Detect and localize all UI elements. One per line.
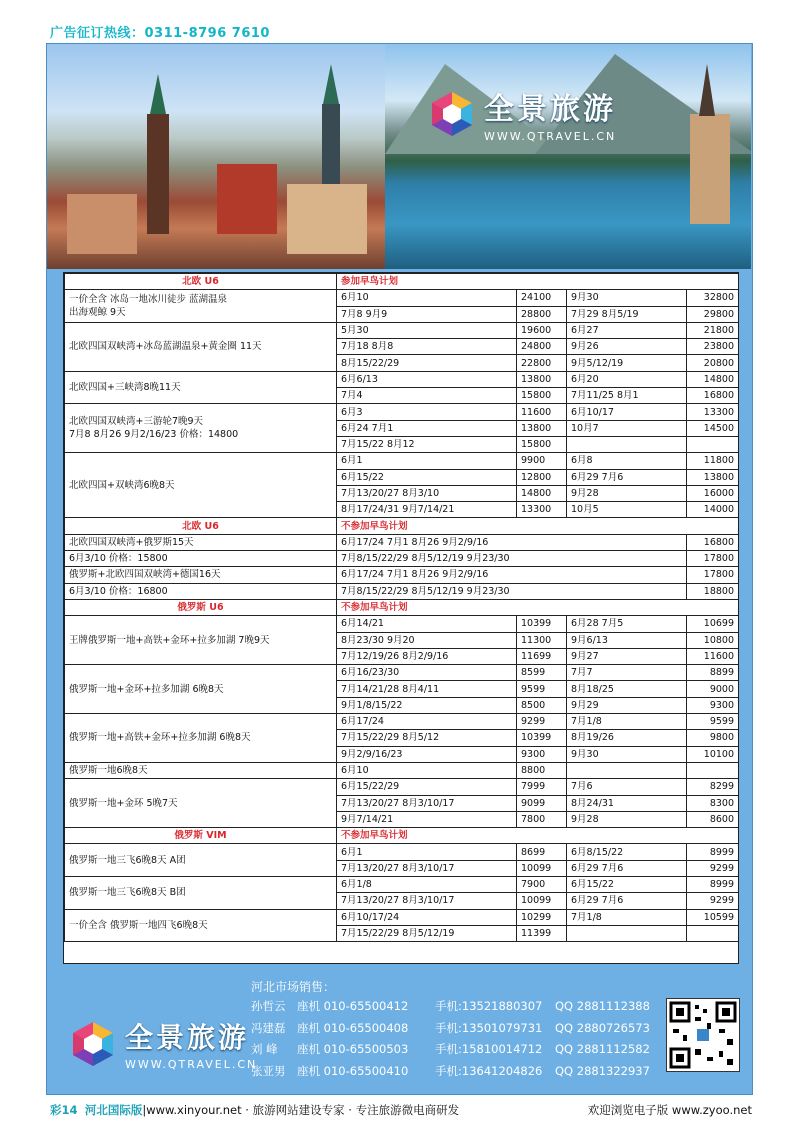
date-cell: 6月28 7月5 (567, 616, 687, 632)
route-cell (65, 453, 337, 518)
table-row (65, 583, 739, 599)
price-cell: 24100 (517, 290, 567, 306)
price-cell: 10599 (687, 909, 739, 925)
table-row (65, 404, 739, 420)
date-cell: 7月14/21/28 8月4/11 (337, 681, 517, 697)
price-cell: 17800 (687, 567, 739, 583)
brand-logo-bottom (69, 1016, 257, 1071)
date-cell: 6月15/22 (567, 876, 687, 892)
price-cell: 10699 (687, 616, 739, 632)
price-cell (687, 762, 739, 778)
route-cell (65, 876, 337, 909)
price-cell: 8800 (517, 762, 567, 778)
route-line: 俄罗斯一地+金环+拉多加湖 6晚8天 (69, 683, 224, 695)
date-cell: 7月15/22/29 8月5/12 (337, 730, 517, 746)
price-cell: 14000 (687, 502, 739, 518)
date-cell: 6月1 (337, 844, 517, 860)
date-cell: 7月1/8 (567, 714, 687, 730)
date-cell: 9月2/9/16/23 (337, 746, 517, 762)
route-cell (65, 322, 337, 371)
contact-row (251, 1020, 665, 1036)
price-cell: 11699 (517, 648, 567, 664)
date-cell: 7月13/20/27 8月3/10/17 (337, 893, 517, 909)
table-row (65, 844, 739, 860)
price-cell: 17800 (687, 551, 739, 567)
route-line: 出海观鲸 9天 (69, 307, 126, 319)
brand-name-bottom: 全景旅游 (125, 1021, 250, 1054)
date-cell: 6月1/8 (337, 876, 517, 892)
date-cell: 7月8 9月9 (337, 306, 517, 322)
price-cell: 9099 (517, 795, 567, 811)
price-cell: 9300 (517, 746, 567, 762)
price-cell: 9599 (517, 681, 567, 697)
contact-name: 刘 峰 (251, 1042, 278, 1056)
price-cell: 13800 (517, 420, 567, 436)
date-cell: 9月30 (567, 290, 687, 306)
date-cell: 9月27 (567, 648, 687, 664)
price-cell: 11600 (517, 404, 567, 420)
route-line: 王牌俄罗斯一地+高铁+金环+拉多加湖 7晚9天 (69, 634, 270, 646)
date-cell: 7月15/22 8月12 (337, 436, 517, 452)
price-cell: 13300 (687, 404, 739, 420)
price-cell: 10299 (517, 909, 567, 925)
section-title: 北欧 U6 (65, 274, 337, 290)
price-cell: 8999 (687, 876, 739, 892)
price-cell: 8899 (687, 665, 739, 681)
price-cell: 10399 (517, 730, 567, 746)
price-cell: 22800 (517, 355, 567, 371)
contact-name: 张亚男 (251, 1064, 286, 1078)
route-cell (65, 290, 337, 323)
date-cell: 6月16/23/30 (337, 665, 517, 681)
price-cell: 15800 (517, 436, 567, 452)
price-cell: 8299 (687, 779, 739, 795)
table-row (65, 714, 739, 730)
price-cell: 8600 (687, 811, 739, 827)
date-cell: 5月30 (337, 322, 517, 338)
price-cell: 15800 (517, 388, 567, 404)
price-cell (687, 925, 739, 941)
date-cell: 7月11/25 8月1 (567, 388, 687, 404)
route-cell (65, 909, 337, 942)
date-cell: 10月5 (567, 502, 687, 518)
date-cell: 9月7/14/21 (337, 811, 517, 827)
price-cell: 14800 (687, 371, 739, 387)
section-plan: 不参加早鸟计划 (337, 828, 739, 844)
contact-mobile[interactable]: 手机:13641204826 (435, 1064, 543, 1078)
table-row (65, 616, 739, 632)
price-cell: 7900 (517, 876, 567, 892)
route-line: 一价全含 冰岛一地冰川徒步 蓝湖温泉 (69, 294, 228, 306)
section-header-row (65, 274, 739, 290)
date-cell: 6月10/17/24 (337, 909, 517, 925)
table-row (65, 551, 739, 567)
date-cell: 8月19/26 (567, 730, 687, 746)
contact-tel[interactable]: 座机 010-65500408 (297, 1021, 409, 1035)
price-cell: 23800 (687, 339, 739, 355)
footer-page: 彩14 (50, 1103, 78, 1117)
route-line: 北欧四国+三峡湾8晚11天 (69, 382, 181, 394)
price-cell: 8699 (517, 844, 567, 860)
price-cell: 7999 (517, 779, 567, 795)
price-cell: 9599 (687, 714, 739, 730)
table-row (65, 665, 739, 681)
price-cell: 18800 (687, 583, 739, 599)
date-cell: 7月7 (567, 665, 687, 681)
price-cell: 7800 (517, 811, 567, 827)
date-cell: 7月13/20/27 8月3/10/17 (337, 860, 517, 876)
section-plan: 不参加早鸟计划 (337, 518, 739, 534)
date-cell: 9月6/13 (567, 632, 687, 648)
route-line: 一价全含 俄罗斯一地四飞6晚8天 (69, 919, 208, 931)
itinerary-table (63, 272, 739, 964)
date-cell: 7月6 (567, 779, 687, 795)
footer-left (50, 1102, 459, 1118)
route-line: 俄罗斯一地6晚8天 (69, 765, 148, 777)
date-cell: 6月8 (567, 453, 687, 469)
table-row (65, 762, 739, 778)
route-line: 北欧四国+双峡湾6晚8天 (69, 479, 175, 491)
route-line: 俄罗斯一地三飞6晚8天 B团 (69, 887, 186, 899)
contact-tel[interactable]: 座机 010-65500412 (297, 999, 409, 1013)
sales-info (63, 968, 751, 1093)
table-row (65, 779, 739, 795)
price-cell: 8999 (687, 844, 739, 860)
contact-qq[interactable]: QQ 2881112582 (555, 1042, 650, 1056)
price-cell: 19600 (517, 322, 567, 338)
section-plan: 不参加早鸟计划 (337, 599, 739, 615)
route-cell (65, 616, 337, 665)
route-line: 6月3/10 价格：16800 (65, 583, 337, 599)
table-row (65, 371, 739, 387)
date-cell: 9月1/8/15/22 (337, 697, 517, 713)
contact-qq[interactable]: QQ 2881112388 (555, 999, 650, 1013)
section-plan: 参加早鸟计划 (337, 274, 739, 290)
date-cell: 6月17/24 (337, 714, 517, 730)
lake-photo (385, 44, 751, 269)
contact-qq[interactable]: QQ 2880726573 (555, 1021, 650, 1035)
route-line: 6月3/10 价格：15800 (65, 551, 337, 567)
section-title: 俄罗斯 U6 (65, 599, 337, 615)
date-cell: 7月18 8月8 (337, 339, 517, 355)
footer-right[interactable]: 欢迎浏览电子版 www.zyoo.net (587, 1103, 752, 1117)
date-cell: 6月14/21 (337, 616, 517, 632)
date-cell: 6月29 7月6 (567, 893, 687, 909)
date-cell: 9月26 (567, 339, 687, 355)
contact-qq[interactable]: QQ 2881322937 (555, 1064, 650, 1078)
date-cell: 7月13/20/27 8月3/10/17 (337, 795, 517, 811)
price-cell: 32800 (687, 290, 739, 306)
footer-edition: 河北国际版 (84, 1103, 143, 1117)
route-cell (65, 762, 337, 778)
section-title: 北欧 U6 (65, 518, 337, 534)
date-cell: 8月24/31 (567, 795, 687, 811)
contact-row (251, 998, 665, 1014)
date-cell: 7月29 8月5/19 (567, 306, 687, 322)
date-cell: 9月29 (567, 697, 687, 713)
price-cell: 13800 (687, 469, 739, 485)
price-cell: 10100 (687, 746, 739, 762)
date-cell: 6月6/13 (337, 371, 517, 387)
price-cell: 10099 (517, 860, 567, 876)
qr-code-icon[interactable] (666, 998, 740, 1072)
date-cell: 6月29 7月6 (567, 469, 687, 485)
route-line: 俄罗斯一地+金环 5晚7天 (69, 797, 178, 809)
brand-name: 全景旅游 (484, 92, 616, 127)
section-header-row (65, 599, 739, 615)
price-cell: 9299 (687, 893, 739, 909)
date-cell: 7月1/8 (567, 909, 687, 925)
contact-row (251, 1063, 665, 1079)
price-cell: 11399 (517, 925, 567, 941)
price-cell: 16000 (687, 485, 739, 501)
date-cell: 6月8/15/22 (567, 844, 687, 860)
date-cell: 7月15/22/29 8月5/12/19 (337, 925, 517, 941)
ad-hotline: 广告征订热线：0311-8796 7610 (50, 26, 270, 41)
date-cell: 6月10/17 (567, 404, 687, 420)
route-line: 北欧四国双峡湾+三游轮7晚9天 (69, 416, 204, 428)
date-cell: 6月10 (337, 762, 517, 778)
price-cell: 9299 (517, 714, 567, 730)
price-cell: 11600 (687, 648, 739, 664)
date-cell: 9月28 (567, 485, 687, 501)
price-cell: 9000 (687, 681, 739, 697)
city-photo (47, 44, 385, 269)
brand-logo-top (428, 84, 616, 143)
price-cell: 13800 (517, 371, 567, 387)
section-header-row (65, 518, 739, 534)
route-line: 7月8 8月26 9月2/16/23 价格：14800 (69, 429, 239, 441)
date-cell: 6月1 (337, 453, 517, 469)
date-cell: 8月23/30 9月20 (337, 632, 517, 648)
date-cell: 6月24 7月1 (337, 420, 517, 436)
date-cell: 8月17/24/31 9月7/14/21 (337, 502, 517, 518)
brand-hexagon-icon (69, 1020, 117, 1068)
date-cell: 10月7 (567, 420, 687, 436)
price-cell: 9299 (687, 860, 739, 876)
date-cell: 6月20 (567, 371, 687, 387)
price-cell: 20800 (687, 355, 739, 371)
contact-name: 冯建磊 (251, 1021, 286, 1035)
price-cell: 21800 (687, 322, 739, 338)
contact-mobile[interactable]: 手机:15810014712 (435, 1042, 543, 1056)
date-cell: 8月15/22/29 (337, 355, 517, 371)
date-cell: 8月18/25 (567, 681, 687, 697)
route-cell (65, 844, 337, 877)
contact-mobile[interactable]: 手机:13521880307 (435, 999, 543, 1013)
date-cell: 7月13/20/27 8月3/10 (337, 485, 517, 501)
table-row (65, 876, 739, 892)
date-cell: 6月29 7月6 (567, 860, 687, 876)
price-cell: 11800 (687, 453, 739, 469)
price-cell: 11300 (517, 632, 567, 648)
price-cell (687, 436, 739, 452)
price-cell: 16800 (687, 534, 739, 550)
price-cell: 9900 (517, 453, 567, 469)
price-cell: 28800 (517, 306, 567, 322)
route-line: 俄罗斯一地三飞6晚8天 A团 (69, 854, 186, 866)
price-cell: 14500 (687, 420, 739, 436)
price-cell: 10399 (517, 616, 567, 632)
date-cell: 7月8/15/22/29 8月5/12/19 9月23/30 (337, 583, 687, 599)
contact-name: 孙哲云 (251, 999, 286, 1013)
price-cell: 16800 (687, 388, 739, 404)
date-cell (567, 925, 687, 941)
route-line: 北欧四国双峡湾+俄罗斯15天 (65, 534, 337, 550)
date-cell: 6月15/22/29 (337, 779, 517, 795)
date-cell: 9月5/12/19 (567, 355, 687, 371)
route-line: 北欧四国双峡湾+冰岛蓝湖温泉+黄金圈 11天 (69, 341, 262, 353)
price-cell: 12800 (517, 469, 567, 485)
date-cell: 6月15/22 (337, 469, 517, 485)
date-cell: 7月12/19/26 8月2/9/16 (337, 648, 517, 664)
price-cell: 10800 (687, 632, 739, 648)
contact-tel[interactable]: 座机 010-65500503 (297, 1042, 409, 1056)
table-row (65, 534, 739, 550)
date-cell: 7月4 (337, 388, 517, 404)
price-cell: 9300 (687, 697, 739, 713)
route-cell (65, 404, 337, 453)
date-cell: 6月27 (567, 322, 687, 338)
route-cell (65, 371, 337, 404)
route-cell (65, 779, 337, 828)
price-cell: 29800 (687, 306, 739, 322)
date-cell: 6月17/24 7月1 8月26 9月2/9/16 (337, 567, 687, 583)
price-cell: 8599 (517, 665, 567, 681)
footer-slogan[interactable]: |www.xinyour.net · 旅游网站建设专家 · 专注旅游微电商研发 (142, 1103, 460, 1117)
price-cell: 8500 (517, 697, 567, 713)
date-cell: 6月3 (337, 404, 517, 420)
price-cell: 9800 (687, 730, 739, 746)
price-cell: 8300 (687, 795, 739, 811)
sales-title: 河北市场销售： (251, 980, 336, 994)
price-cell: 24800 (517, 339, 567, 355)
table-row (65, 567, 739, 583)
date-cell (567, 762, 687, 778)
route-cell (65, 665, 337, 714)
route-line: 俄罗斯一地+高铁+金环+拉多加湖 6晚8天 (69, 732, 251, 744)
date-cell: 7月8/15/22/29 8月5/12/19 9月23/30 (337, 551, 687, 567)
price-cell: 14800 (517, 485, 567, 501)
route-cell (65, 714, 337, 763)
price-cell: 10099 (517, 893, 567, 909)
section-header-row (65, 828, 739, 844)
section-title: 俄罗斯 VIM (65, 828, 337, 844)
table-row (65, 290, 739, 306)
brand-url-bottom: WWW.QTRAVEL.CN (125, 1058, 258, 1071)
brand-url: WWW.QTRAVEL.CN (484, 130, 617, 143)
date-cell: 9月28 (567, 811, 687, 827)
date-cell: 6月17/24 7月1 8月26 9月2/9/16 (337, 534, 687, 550)
date-cell: 9月30 (567, 746, 687, 762)
table-row (65, 453, 739, 469)
contact-row (251, 1041, 665, 1057)
date-cell (567, 436, 687, 452)
table-row (65, 322, 739, 338)
table-row (65, 909, 739, 925)
brand-hexagon-icon (428, 90, 476, 138)
route-line: 俄罗斯+北欧四国双峡湾+德国16天 (65, 567, 337, 583)
date-cell: 6月10 (337, 290, 517, 306)
contact-mobile[interactable]: 手机:13501079731 (435, 1021, 543, 1035)
contact-tel[interactable]: 座机 010-65500410 (297, 1064, 409, 1078)
price-cell: 13300 (517, 502, 567, 518)
